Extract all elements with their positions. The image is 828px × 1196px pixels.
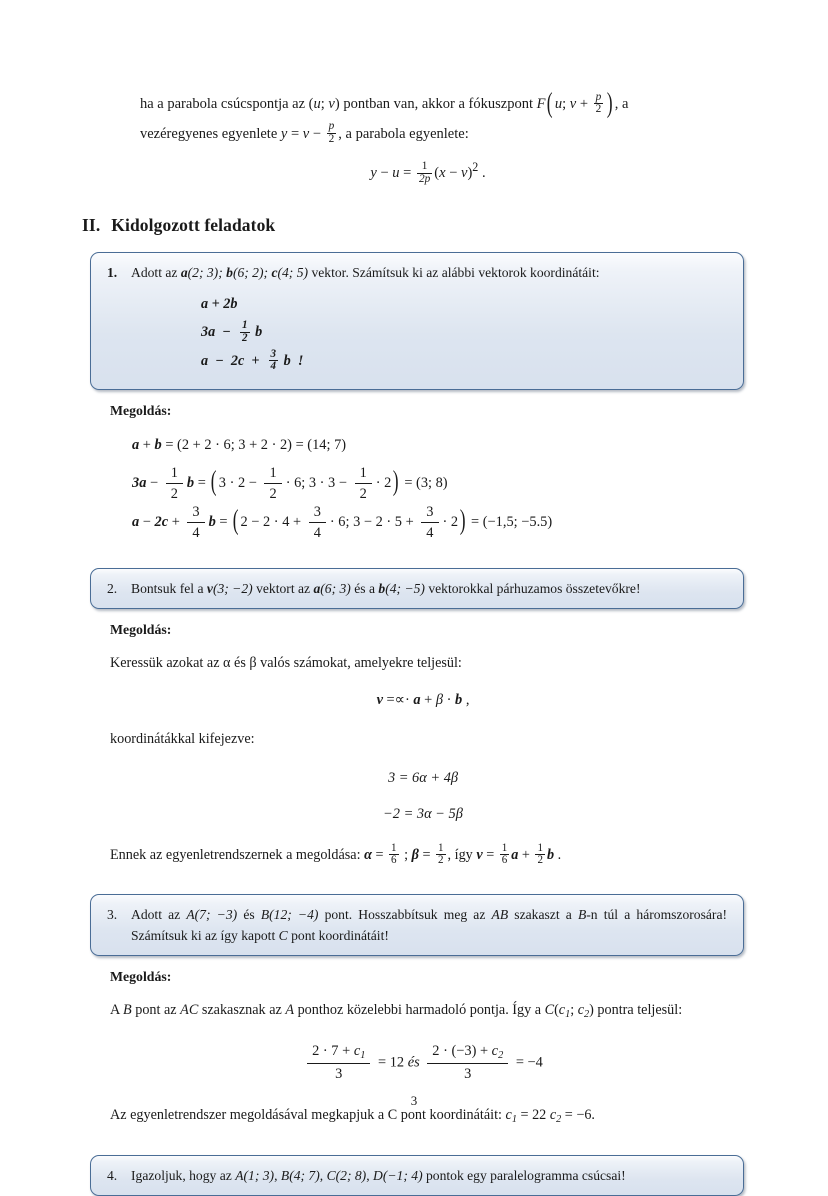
s2c-a-num: 1 [391,841,397,854]
s1l3-right-paren-icon: ) [459,505,466,537]
eq-var-x: x [439,165,446,182]
focus-frac-num: p [595,90,602,103]
ex3-text-a: Adott az [131,906,187,922]
s2f-beta: β [435,692,444,709]
s2f-vec-v: v [376,692,383,709]
s2c-beta-fraction [436,843,446,867]
ex1-vector-a: a [180,264,188,280]
intro-semicolon: ; [320,96,329,112]
ex2-vector-a: a [313,580,321,596]
focus-frac-den: 2 [595,103,602,116]
s1l3-vec-a: a [132,513,140,530]
s1l3-eq1: = [215,513,232,530]
exercise-2-number: 2. [107,580,118,596]
s3c-c1: c [505,1107,512,1124]
ex3-text-f: pont koordinátáit! [287,927,389,943]
solution-2-intro: Keressük azokat az α és β valós számokat, amelyekre teljesül: [110,654,462,671]
intro-var-y: y [280,125,288,142]
exercise-1-item-3: a − 2c + $\frac{3}{4}$ b ! [201,347,304,373]
ex3-text-b: és [237,906,261,922]
ex1-text-a: Adott az [131,264,181,280]
exercise-3-text [131,904,727,946]
solution-3-body [110,998,736,1129]
intro-tail-2: , a parabola egyenlete: [338,125,469,142]
exercise-3-number: 3. [107,906,118,922]
exercise-box-3 [90,894,744,956]
ex3-point-C: C [278,927,288,943]
eq-lparen: ( [434,165,440,182]
ex2-vector-b: b [378,580,386,596]
s2c-v-den1: 6 [501,854,508,867]
ex4-coord-D: (−1; 4) [382,1168,423,1184]
ex2-text-a: Bontsuk fel a [131,580,207,596]
section-title: Kidolgozott feladatok [111,214,276,235]
s3p-c2: c [577,1001,585,1018]
ex2-vector-v: v [206,580,213,596]
ex4-coord-B: (4; 7) [289,1168,320,1184]
ex1-text-b: vektor. Számítsuk ki az alábbi vektorok koordinátáit: [308,264,600,280]
s3p-c1: c [558,1001,566,1018]
s2f-alpha: ∝ [394,692,405,709]
ex4-point-C: C [326,1168,336,1184]
s2c-vec-b: b [547,846,555,863]
exercise-1-items [201,290,727,375]
solution-2-closing [110,843,736,868]
s2c-v-den2: 2 [537,854,544,867]
s2f-dot2: · [443,692,456,709]
ex1-vector-c: c [271,264,278,280]
s3p-e: pontra teljesül: [593,1001,683,1018]
ex4-point-D: D [373,1168,383,1184]
ex2-coord-a: (6; 3) [320,580,351,596]
s1l3-inner-b: · 6; 3 − 2 · 5 + [329,513,418,530]
s1l2-inner-b: · 6; 3 · 3 − [285,474,351,491]
s3p-d: ponthoz közelebbi harmadoló pontja. Így a [294,1001,545,1018]
intro-tail-1: , a [614,96,629,112]
s3-f2-den: 3 [427,1063,508,1083]
directrix-fraction [327,121,337,146]
s1l2-inner-frac-2 [355,464,372,503]
s1l2-inner-num1: 1 [269,464,277,481]
solution-1-line-2 [132,464,756,503]
exercise-4-text [131,1165,727,1186]
section-number: II. [82,214,101,235]
ex1-vector-b: b [226,264,233,280]
s1l3-inner-den2: 4 [421,522,438,542]
intro-line-1: ha a parabola csúcspontja az (u; v) pontban van, akkor a fókuszpont F( u; v + $\frac{p}{2}$ ) , a [140,87,629,119]
s1l3-inner-num2: 3 [426,503,434,520]
solution-2-formula [110,688,736,713]
solution-3-paragraph [110,998,736,1024]
s1l3-inner-den1: 4 [309,522,326,542]
s1l1-plus: + [139,437,155,454]
s1l3-den: 4 [187,522,204,542]
intro-text-a: ha a parabola csúcspontja az ( [140,96,314,112]
s3c-c2: c [549,1107,557,1124]
s1l2-minus: − [146,474,162,491]
s2f-plus: + [420,692,436,709]
exercise-box-4 [90,1155,744,1196]
s2c-v-fraction-2 [535,843,545,867]
parabola-equation [100,155,756,189]
eq-equals: = [399,165,415,182]
s3-es: és [404,1053,424,1070]
s1l2-inner-den1: 2 [264,483,281,503]
s2c-a-den: 6 [391,854,397,867]
s2c-v-fraction-1 [500,843,510,867]
s2c-v-num1: 1 [501,841,508,854]
s2f-vec-a: a [413,692,421,709]
ex1-coord-c: (4; 5) [277,264,309,280]
ex2-text-c: és a [350,580,379,596]
right-paren-icon: ) [607,87,613,119]
s2f-dot1: · [404,692,414,709]
s2c-period: . [554,846,562,863]
s1l2-result: = (3; 8) [400,474,448,491]
eq-var-u: u [392,165,400,182]
ex3-coord-A: (7; −3) [194,906,238,922]
exercise-1-row [105,262,727,283]
s3-f1-num-a: 2 · 7 + [312,1042,354,1059]
s2c-vec-a: a [511,846,519,863]
intro-line-2 [140,120,756,150]
s3-f2-eq: = −4 [512,1053,543,1070]
exercise-2-text [131,578,727,599]
ex3-point-B: B [260,906,270,922]
s3-f2-num-a: 2 · (−3) + [432,1042,492,1059]
exercise-4-number: 4. [107,1168,118,1184]
ex1-coord-b: (6; 2); [232,264,272,280]
s2c-b-num: 1 [438,841,444,854]
s2c-eq3: = [482,846,498,863]
ex4-point-B: B [280,1168,290,1184]
ex3-point-A: A [186,906,195,922]
ex3-point-B2: B [577,906,587,922]
item3-num: 3 [270,347,277,360]
intro-var-u: u [313,96,321,112]
ex4-sep-1: , [274,1168,281,1184]
ex4-coord-C: (2; 8) [335,1168,367,1184]
eq-minus-1: − [376,165,393,182]
s1l2-left-paren-icon: ( [211,466,218,498]
s1l3-2c: 2c [154,513,169,530]
intro-var-v2: v [302,125,310,142]
s2c-b-den: 2 [438,854,444,867]
ex3-segment-AB: AB [491,906,509,922]
s2c-v-num2: 1 [537,841,544,854]
solution-3-equation [110,1042,736,1084]
page-number: 3 [410,1093,418,1108]
focus-point-F: F [536,96,546,112]
s2c-igy: , így [447,846,477,863]
eq-rparen: ) [467,165,473,182]
s3-f2-num-sub: 2 [498,1049,504,1061]
s3-f1-den: 3 [307,1063,370,1083]
exercise-1-item-2: 3a − $\frac{1}{2}$ b [201,319,263,344]
eq-period: . [478,165,486,182]
exercise-4-row [105,1165,727,1186]
s1l1-eq: = (2 + 2 · 6; 3 + 2 · 2) = (14; 7) [161,437,347,454]
focus-fraction [594,92,604,117]
s2c-eq2: = [418,846,435,863]
s3p-coord-open: ( [554,1001,559,1018]
solution-2-coord-label: koordinátákkal kifejezve: [110,730,255,747]
s1l2-fraction [166,464,183,503]
s2f-eq: = [382,692,395,709]
solution-1-line-3 [132,503,756,542]
ex2-coord-v: (3; −2) [212,580,253,596]
intro-var-v: v [328,96,335,112]
s3-f1-num-sub: 1 [360,1049,366,1061]
s3p-point-B: B [123,1001,132,1018]
directrix-frac-den: 2 [328,133,335,145]
ex2-coord-b: (4; −5) [385,580,425,596]
ex4-coord-A: (1; 3) [243,1168,275,1184]
s3c-c1-val: = 22 [516,1107,547,1124]
section-heading [82,215,756,236]
s1l2-3a: 3a [132,474,147,491]
solution-2-label: Megoldás: [110,621,172,637]
s2c-beta: β [411,846,419,863]
s3c-text: Az egyenletrendszer megoldásával megkapjuk a C pont koordinátáit: [110,1107,506,1124]
s3p-c1-sub: 1 [565,1008,571,1020]
s1l2-inner-a: 3 · 2 − [218,474,261,491]
s3p-c2-sub: 2 [584,1008,590,1020]
s3p-a: A [110,1001,124,1018]
s1l3-inner-c: · 2 [442,513,459,530]
s3-f1-num-c: c [353,1042,361,1059]
s3-fraction-2 [427,1042,508,1084]
s1l1-vec-a: a [132,437,140,454]
s1l3-plus: + [168,513,184,530]
item3-fraction [269,349,279,373]
s2c-text: Ennek az egyenletrendszernek a megoldása: [110,846,365,863]
s1l3-minus: − [139,513,155,530]
s3c-c2-sub: 2 [556,1114,562,1126]
focus-var-u: u [554,96,563,112]
ex3-text-c: pont. Hosszabbítsuk meg az [318,906,492,922]
ex4-point-A: A [235,1168,244,1184]
ex2-text-d: vektorokkal párhuzamos összetevőkre! [424,580,641,596]
s1l3-num: 3 [192,503,200,520]
s3p-segment-AC: AC [180,1001,199,1018]
s1l2-eq1: = [194,474,210,491]
focus-plus: + [576,96,592,112]
exercise-box-2 [90,568,744,609]
s3c-c2-val: = −6. [561,1107,595,1124]
eq-var-v: v [461,165,468,182]
solution-2-equation-1 [110,766,736,791]
s3p-b: pont az [131,1001,181,1018]
s1l3-fraction [187,503,204,542]
ex2-text-b: vektort az [252,580,314,596]
exercise-3-row [105,904,727,946]
s2c-alpha: α [364,846,372,863]
focus-var-v: v [569,96,577,112]
left-paren-icon: ( [547,87,554,119]
solution-2-body [110,651,736,868]
s1l3-left-paren-icon: ( [232,505,239,537]
s2c-plus: + [518,846,534,863]
s2f-comma: , [462,692,470,709]
eq-minus-2: − [445,165,461,182]
s3-f2-num [427,1042,508,1064]
s1l2-inner-den2: 2 [355,483,372,503]
s3-fraction-1 [307,1042,370,1084]
ex4-text-b: pontok egy paralelogramma csúcsai! [422,1168,626,1184]
s1l2-inner-frac-1 [264,464,281,503]
s1l2-den: 2 [166,483,183,503]
solution-1-line-1 [132,428,756,463]
ex4-text-a: Igazoljuk, hogy az [131,1168,236,1184]
exercise-1-text [131,262,727,283]
intro-paragraph [140,87,756,189]
item2-fraction [240,320,250,344]
s3p-coord-close: ) [589,1001,594,1018]
s1l1-vec-b: b [154,437,162,454]
ex3-text-e: -n túl a háromszorosára! Számítsuk ki az így kapott [131,906,727,943]
ex4-sep-2: , [319,1168,327,1184]
parabola-frac-den: 2p [418,172,431,185]
exercise-2-row [105,578,727,599]
s1l3-vec-b: b [208,513,216,530]
s1l3-inner-a: 2 − 2 · 4 + [240,513,305,530]
item2-num: 1 [241,319,248,332]
ex4-sep-3: , [366,1168,374,1184]
s1l3-inner-frac-2 [421,503,438,542]
solution-2-equation-2 [110,802,736,827]
solution-3-label: Megoldás: [110,968,172,984]
s3p-point-C: C [544,1001,555,1018]
s3c-c1-sub: 1 [511,1114,517,1126]
parabola-fraction [417,161,432,186]
intro-minus-1: − [309,125,325,142]
s3p-coord-semi: ; [570,1001,578,1018]
s1l2-right-paren-icon: ) [393,466,399,498]
s2c-vec-v: v [476,846,483,863]
item2-den: 2 [241,331,248,344]
intro-eq-1: = [287,125,303,142]
s1l2-inner-num2: 1 [359,464,367,481]
s3p-point-A: A [285,1001,295,1018]
solution-1-label: Megoldás: [110,403,172,419]
solution-1-lines [132,428,756,541]
eq-var-y: y [370,165,377,182]
s1l3-result: = (−1,5; −5.5) [467,513,553,530]
s1l2-inner-c: · 2 [375,474,392,491]
eq-exponent: 2 [472,160,479,175]
s2-eq1-text: 3 = 6α + 4β [387,769,459,786]
parabola-frac-num: 1 [421,159,428,172]
intro-text-c: vezéregyenes egyenlete [140,125,281,142]
s2f-vec-b: b [455,692,463,709]
s2c-semi: ; [400,846,412,863]
exercise-box-1 [90,252,744,390]
s2c-alpha-fraction [389,843,399,867]
s2c-eq1: = [371,846,388,863]
s1l3-inner-frac-1 [309,503,326,542]
s2-eq2-text: −2 = 3α − 5β [383,805,463,822]
s1l2-num: 1 [170,464,178,481]
item3-den: 4 [270,360,277,373]
exercise-1-item-1: a + 2b [201,296,238,313]
s3-f1-num [307,1042,370,1064]
intro-text-b: ) pontban van, akkor a fókuszpont [334,96,537,112]
ex1-coord-a: (2; 3); [187,264,227,280]
ex3-coord-B: (12; −4) [269,906,319,922]
s1l2-vec-b: b [186,474,195,491]
s3-f2-num-c: c [491,1042,499,1059]
ex3-text-d: szakaszt a [508,906,578,922]
s1l3-inner-num1: 3 [313,503,321,520]
directrix-frac-num: p [328,120,335,133]
s3p-c: szakasznak az [198,1001,286,1018]
s3-f1-eq: = 12 [374,1053,405,1070]
exercise-1-number: 1. [107,264,118,280]
